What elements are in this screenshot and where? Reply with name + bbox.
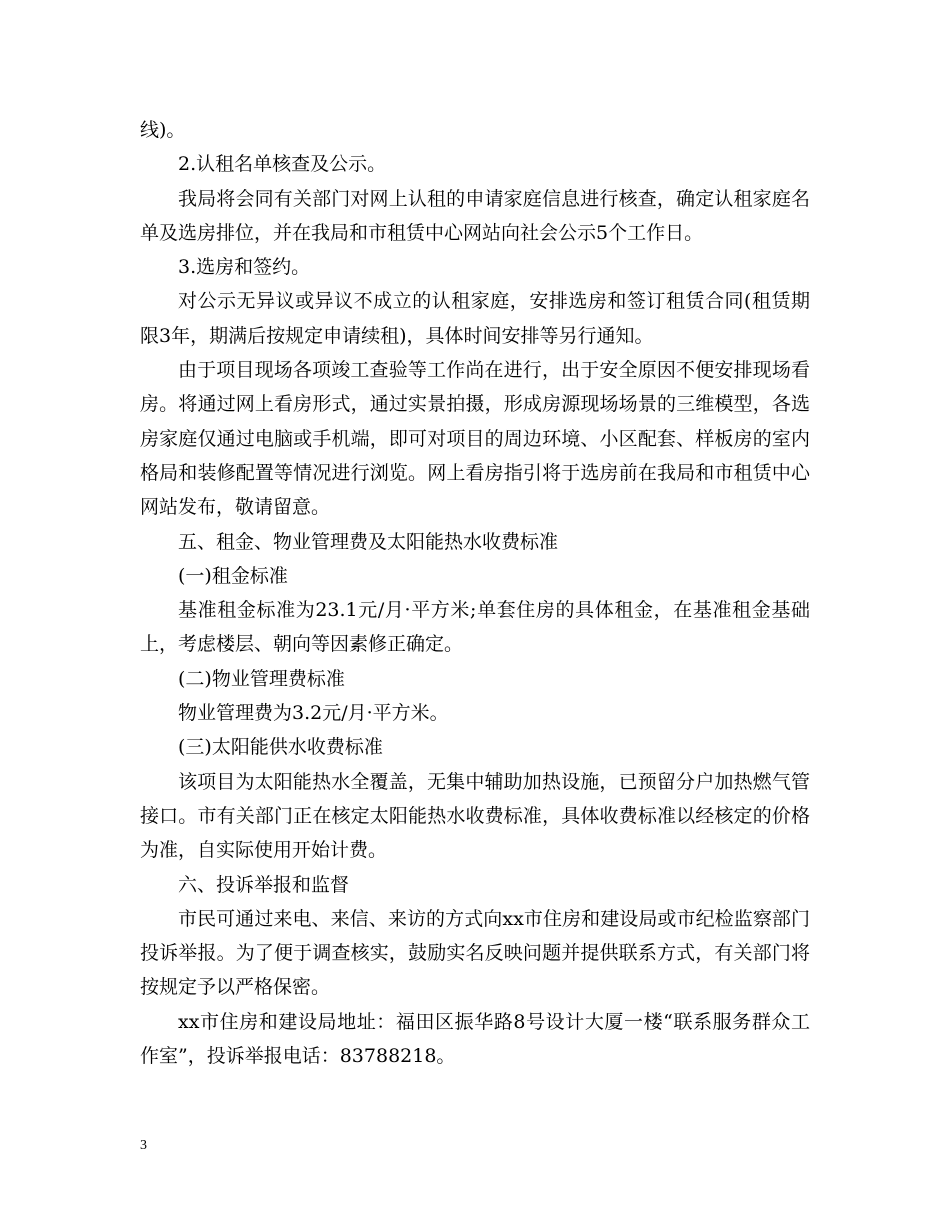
paragraph-solar-water: 该项目为太阳能热水全覆盖，无集中辅助加热设施，已预留分户加热燃气管接口。市有关部门正在核定太阳能热水收费标准，具体收费标准以经核定的价格为准，自实际使用开始计费。 — [140, 770, 810, 862]
paragraph-property-fee: 物业管理费为3.2元/月·平方米。 — [178, 702, 449, 725]
paragraph-rent: 基准租金标准为23.1元/月·平方米;单套住房的具体租金，在基准租金基础上，考虑楼层、朝向等因素修正确定。 — [140, 599, 810, 656]
paragraph-address: xx市住房和建设局地址：福田区振华路8号设计大厦一楼“联系服务群众工作室”，投诉举报电话：83788218。 — [140, 1010, 810, 1068]
subheading-solar-water: (三)太阳能供水收费标准 — [178, 736, 383, 759]
section-heading-6: 六、投诉举报和监督 — [178, 873, 350, 896]
paragraph-complaint: 市民可通过来电、来信、来访的方式向xx市住房和建设局或市纪检监察部门投诉举报。为了便于调查核实，鼓励实名反映问题并提供联系方式，有关部门将按规定予以严格保密。 — [140, 907, 810, 999]
section-heading-5: 五、租金、物业管理费及太阳能热水收费标准 — [178, 530, 559, 553]
subheading-property-fee: (二)物业管理费标准 — [178, 667, 345, 690]
page-number: 3 — [140, 1138, 147, 1153]
paragraph-6: 由于项目现场各项竣工查验等工作尚在进行，出于安全原因不便安排现场看房。将通过网上看房形式，通过实景拍摄，形成房源现场场景的三维模型，各选房家庭仅通过电脑或手机端，即可对项目的周边环境、小区配套、样板房的室内格局和装修配置等情况进行浏览。网上看房指引将于选房前在我局和市租赁中心网站发布，敬请留意。 — [140, 359, 810, 519]
paragraph-1: 线)。 — [140, 119, 186, 141]
paragraph-2: 2.认租名单核查及公示。 — [178, 153, 387, 176]
paragraph-3: 我局将会同有关部门对网上认租的申请家庭信息进行核查，确定认租家庭名单及选房排位，并在我局和市租赁中心网站向社会公示5个工作日。 — [140, 187, 810, 244]
document-body — [140, 113, 810, 1073]
subheading-rent: (一)租金标准 — [178, 564, 288, 587]
paragraph-5: 对公示无异议或异议不成立的认租家庭，安排选房和签订租赁合同(租赁期限3年，期满后按规定申请续租)，具体时间安排等另行通知。 — [140, 290, 810, 347]
paragraph-4: 3.选房和签约。 — [178, 256, 311, 279]
